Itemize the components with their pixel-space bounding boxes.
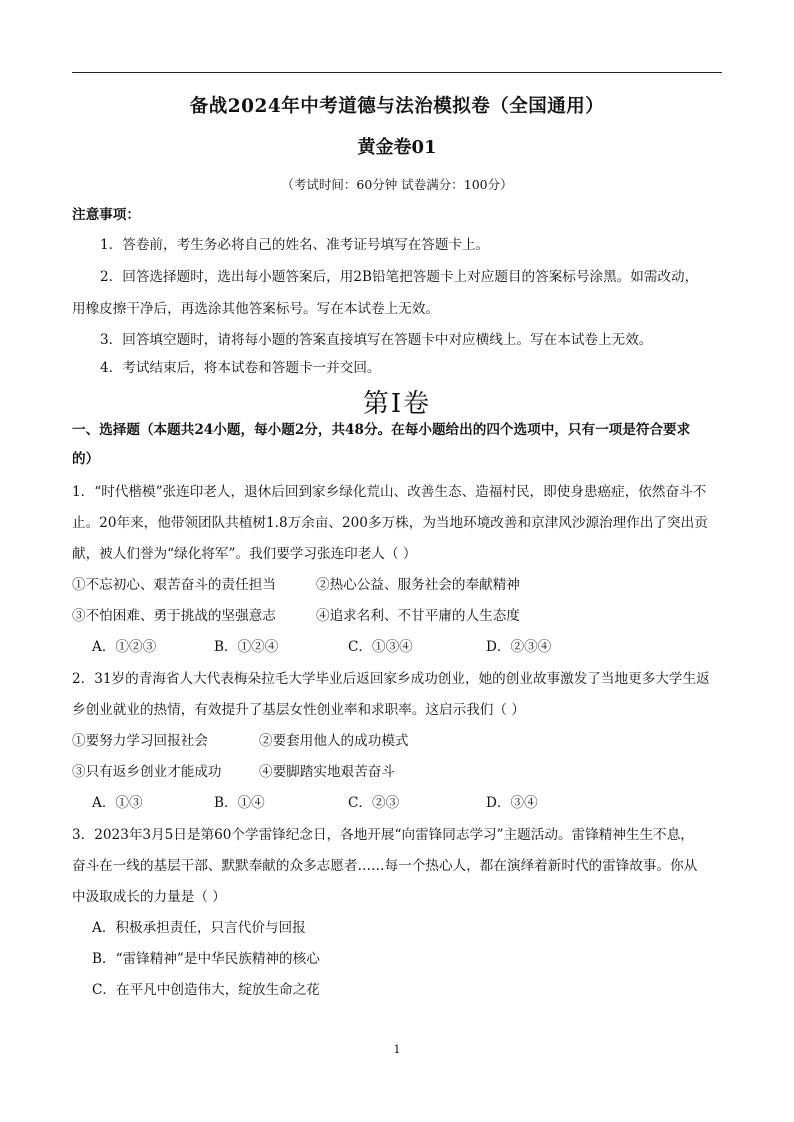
notice-item: 2．回答选择题时，选出每小题答案后，用2B铅笔把答题卡上对应题目的答案标号涂黑。如需改动， — [100, 269, 699, 285]
page-subtitle: 黄金卷01 — [357, 137, 437, 158]
exam-meta: （考试时间：60分钟 试卷满分：100分） — [281, 177, 513, 192]
question-3-option-c[interactable]: C．在平凡中创造伟大，绽放生命之花 — [92, 982, 320, 998]
option-b[interactable]: B．①④ — [214, 795, 265, 811]
question-3-stem: 3．2023年3月5日是第60个学雷锋纪念日，各地开展“向雷锋同志学习”主题活动。雷锋精神生生不息， — [72, 827, 694, 843]
question-2-stem: 乡创业就业的热情，有效提升了基层女性创业率和求职率。这启示我们（ ） — [72, 702, 525, 718]
option-c[interactable]: C．①③④ — [348, 639, 413, 655]
option-a[interactable]: A．①③ — [92, 795, 143, 811]
question-1-stem: 止。20年来，他带领团队共植树1.8万余亩、200多万株，为当地环境改善和京津风沙源治理作出了突出贡 — [72, 515, 708, 531]
question-1-stem: 1．“时代楷模”张连印老人，退休后回到家乡绿化荒山、改善生态、造福村民，即使身患癌症，依然奋斗不 — [72, 484, 707, 500]
page-number: 1 — [393, 1043, 401, 1056]
volume-heading: 第Ⅰ卷 — [362, 389, 432, 419]
statement-3: ③只有返乡创业才能成功 — [72, 764, 222, 780]
notice-item-continued: 用橡皮擦干净后，再选涂其他答案标号。写在本试卷上无效。 — [72, 301, 440, 317]
question-2-statement-row — [72, 731, 732, 751]
option-d[interactable]: D．②③④ — [486, 639, 552, 655]
notice-heading: 注意事项： — [72, 207, 140, 223]
question-3-option-b[interactable]: B．“雷锋精神”是中华民族精神的核心 — [92, 951, 320, 967]
question-3-stem: 奋斗在一线的基层干部、默默奉献的众多志愿者……每一个热心人，都在演绎着新时代的雷锋故事。你从 — [72, 858, 698, 874]
question-2-statement-row — [72, 762, 732, 782]
question-1-statement-row — [72, 575, 732, 595]
question-3-option-a[interactable]: A．积极承担责任，只言代价与回报 — [92, 920, 306, 936]
notice-item: 1．答卷前，考生务必将自己的姓名、准考证号填写在答题卡上。 — [100, 237, 490, 253]
section-heading-continued: 的） — [72, 451, 100, 467]
option-b[interactable]: B．①②④ — [214, 639, 279, 655]
question-1-statement-row — [72, 606, 732, 626]
statement-3: ③不怕困难、勇于挑战的坚强意志 — [72, 608, 276, 624]
statement-4: ④要脚踏实地艰苦奋斗 — [259, 764, 395, 780]
page-title: 备战2024年中考道德与法治模拟卷（全国通用） — [189, 96, 605, 117]
statement-1: ①不忘初心、艰苦奋斗的责任担当 — [72, 577, 276, 593]
header-rule — [72, 72, 722, 73]
statement-4: ④追求名利、不甘平庸的人生态度 — [316, 608, 520, 624]
notice-item: 4．考试结束后，将本试卷和答题卡一并交回。 — [100, 360, 381, 376]
section-heading: 一、选择题（本题共24小题，每小题2分，共48分。在每小题给出的四个选项中，只有一项是符合要求 — [72, 422, 691, 438]
option-a[interactable]: A．①②③ — [92, 639, 157, 655]
statement-1: ①要努力学习回报社会 — [72, 733, 208, 749]
question-1-stem: 献，被人们誉为“绿化将军”。我们要学习张连印老人（ ） — [72, 546, 417, 562]
question-3-stem: 中汲取成长的力量是（ ） — [72, 889, 226, 905]
option-c[interactable]: C．②③ — [348, 795, 400, 811]
option-d[interactable]: D．③④ — [486, 795, 538, 811]
question-2-stem: 2．31岁的青海省人大代表梅朵拉毛大学毕业后返回家乡成功创业，她的创业故事激发了当地更多大学生返 — [72, 671, 710, 687]
notice-item: 3．回答填空题时，请将每小题的答案直接填写在答题卡中对应横线上。写在本试卷上无效。 — [100, 332, 653, 348]
statement-2: ②热心公益、服务社会的奉献精神 — [316, 577, 520, 593]
statement-2: ②要套用他人的成功模式 — [259, 733, 409, 749]
